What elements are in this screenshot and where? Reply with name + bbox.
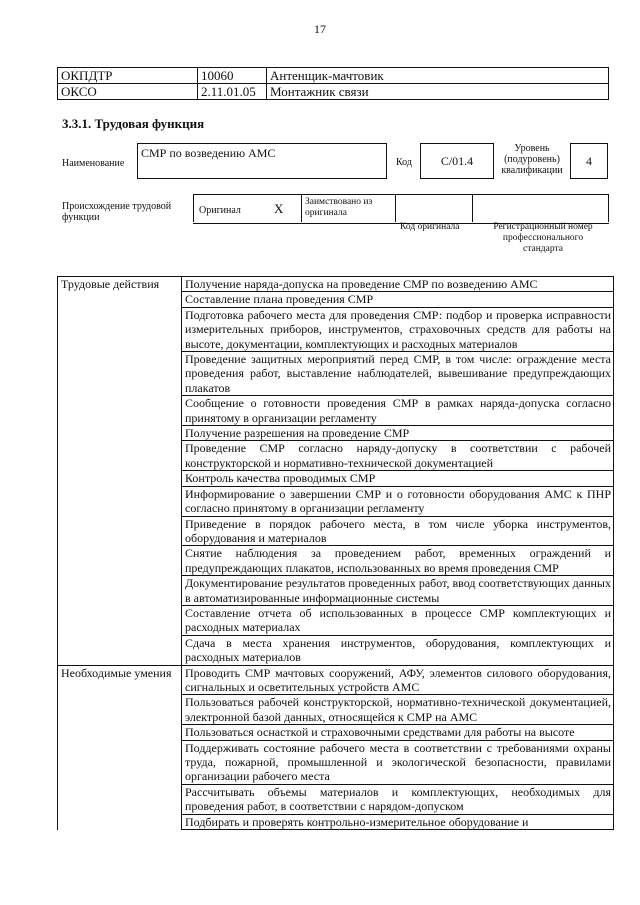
section-item: Получение наряда-допуска на проведение СМР по возведению АМС bbox=[182, 277, 614, 292]
section-item: Пользоваться оснасткой и страховочными средствами для работы на высоте bbox=[182, 725, 614, 740]
section-item: Информирование о завершении СМР и о готовности оборудования АМС к ПНР согласно принятому в организации регламенту bbox=[182, 486, 614, 516]
section-item: Приведение в порядок рабочего места, в том числе уборка инструментов, оборудования и материалов bbox=[182, 516, 614, 546]
section-item: Снятие наблюдения за проведением работ, временных ограждений и предупреждающих плакатов, использованных во время проведения СМР bbox=[182, 546, 614, 576]
section-title: 3.3.1. Трудовая функция bbox=[62, 116, 205, 131]
section-item: Получение разрешения на проведение СМР bbox=[182, 426, 614, 441]
section-item: Документирование результатов проведенных работ, ввод соответствующих данных в автоматизированные информационные системы bbox=[182, 576, 614, 606]
classifier-code: 10060 bbox=[198, 68, 267, 84]
code-label: Код bbox=[396, 157, 412, 168]
function-code-value: C/01.4 bbox=[440, 154, 474, 168]
level-label: Уровень (подуровень) квалификации bbox=[501, 143, 563, 176]
section-item: Пользоваться рабочей конструкторской, нормативно-технической документацией, электронной базой данных, относящейся к СМР на АМС bbox=[182, 695, 614, 725]
section-item: Сдача в места хранения инструментов, оборудования, комплектующих и расходных материалов bbox=[182, 635, 614, 665]
function-code-box bbox=[420, 143, 494, 179]
section-item: Рассчитывать объемы материалов и комплектующих, необходимых для проведения работ, в соответствии с нарядом-допуском bbox=[182, 784, 614, 814]
section-item: Подготовка рабочего места для проведения СМР: подбор и проверка исправности измерительных приборов, инструментов, страховочных средств для работы на высоте, документации, комплектующих и расходных материалов bbox=[182, 307, 614, 351]
page-number: 17 bbox=[314, 22, 326, 36]
section-item: Проведение защитных мероприятий перед СМР, в том числе: ограждение места проведения работ, выставление наблюдателей, вывешивание предупреждающих плакатов bbox=[182, 352, 614, 396]
function-name-value: СМР по возведению АМС bbox=[141, 146, 276, 160]
level-box bbox=[570, 143, 608, 179]
classifier-title: Антенщик-мачтовик bbox=[267, 68, 609, 84]
origin-label: Происхождение трудовой функции bbox=[62, 201, 172, 223]
function-name-box bbox=[137, 143, 387, 179]
name-label: Наименование bbox=[62, 158, 125, 169]
section-item: Проводить СМР мачтовых сооружений, АФУ, элементов силового оборудования, сигнальных и осветительных устройств АМС bbox=[182, 665, 614, 695]
section-item: Проведение СМР согласно наряду-допуску в соответствии с рабочей конструкторской и нормативно-технической документацией bbox=[182, 441, 614, 471]
original-mark: X bbox=[274, 201, 284, 216]
borrowed-label: Заимствовано из оригинала bbox=[305, 197, 373, 218]
origin-row bbox=[193, 194, 609, 224]
classifier-codes-table bbox=[57, 67, 609, 100]
labor-function-table bbox=[57, 276, 614, 830]
section-item: Поддерживать состояние рабочего места в соответствии с требованиями охраны труда, пожарной, промышленной и экологической безопасности, правилами организации рабочего места bbox=[182, 740, 614, 784]
section-category: Трудовые действия bbox=[58, 277, 182, 666]
section-item: Составление плана проведения СМР bbox=[182, 292, 614, 307]
section-item: Подбирать и проверять контрольно-измерительное оборудование и bbox=[182, 814, 614, 829]
table-row bbox=[58, 84, 609, 100]
classifier-name: ОКСО bbox=[58, 84, 198, 100]
table-row bbox=[58, 665, 614, 695]
classifier-name: ОКПДТР bbox=[58, 68, 198, 84]
section-item: Контроль качества проводимых СМР bbox=[182, 471, 614, 486]
table-row bbox=[58, 68, 609, 84]
level-value: 4 bbox=[586, 154, 592, 168]
table-row bbox=[58, 277, 614, 292]
classifier-code: 2.11.01.05 bbox=[198, 84, 267, 100]
section-item: Составление отчета об использованных в процессе СМР комплектующих и расходных материалах bbox=[182, 605, 614, 635]
original-label: Оригинал bbox=[199, 205, 241, 216]
section-category: Необходимые умения bbox=[58, 665, 182, 829]
section-item: Сообщение о готовности проведения СМР в рамках наряда-допуска согласно принятому в организации регламенту bbox=[182, 396, 614, 426]
classifier-title: Монтажник связи bbox=[267, 84, 609, 100]
reg-number-label: Регистрационный номер профессионального стандарта bbox=[493, 222, 593, 254]
code-original-label: Код оригинала bbox=[400, 222, 460, 232]
